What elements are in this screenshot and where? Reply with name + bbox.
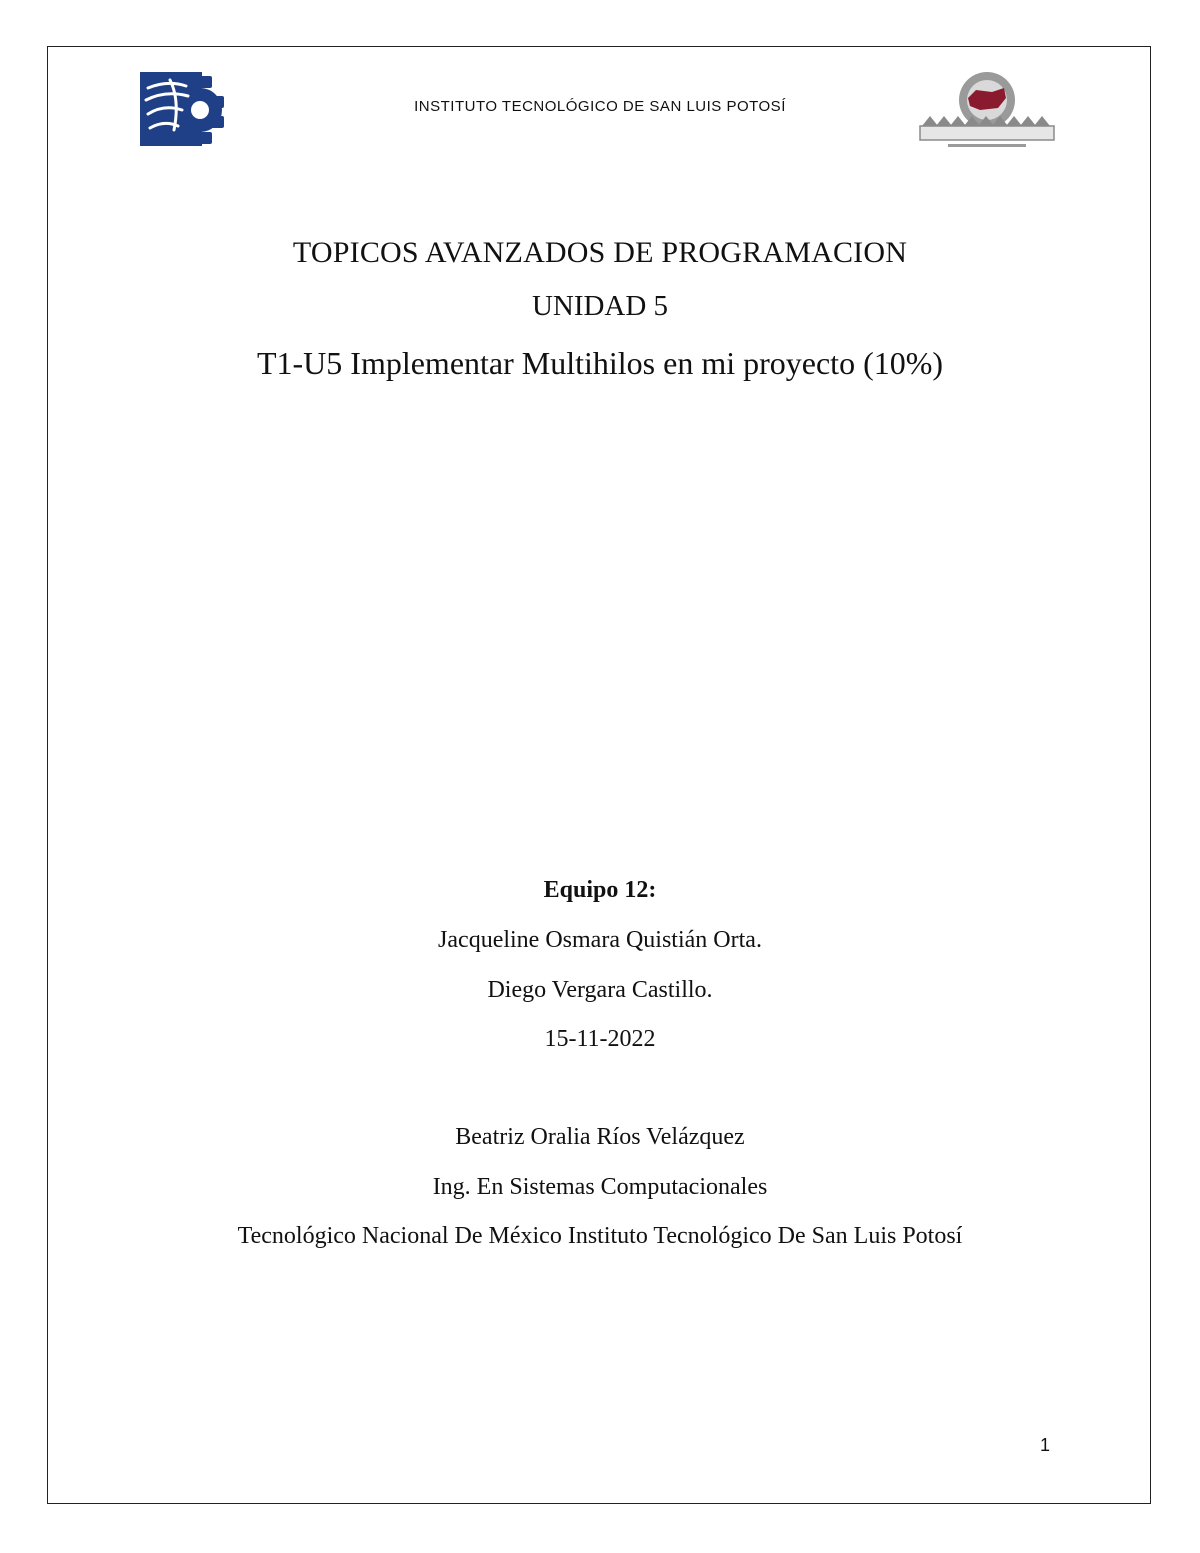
team-member: Jacqueline Osmara Quistián Orta. [438, 927, 762, 953]
team-label: Equipo 12: [543, 877, 657, 903]
career-name: Ing. En Sistemas Computacionales [432, 1174, 768, 1200]
unit-title: UNIDAD 5 [531, 290, 669, 322]
itslp-seal-icon [918, 70, 1056, 152]
assignment-title: T1-U5 Implementar Multihilos en mi proyecto (10%) [256, 345, 944, 381]
course-title: TOPICOS AVANZADOS DE PROGRAMACION [292, 236, 908, 269]
institution-header: INSTITUTO TECNOLÓGICO DE SAN LUIS POTOSÍ [414, 98, 786, 115]
date: 15-11-2022 [544, 1026, 656, 1052]
tecnm-gear-logo-icon [140, 70, 226, 148]
teacher-name: Beatriz Oralia Ríos Velázquez [455, 1124, 745, 1150]
page-number: 1 [1040, 1435, 1051, 1455]
team-member: Diego Vergara Castillo. [487, 977, 713, 1003]
school-name: Tecnológico Nacional De México Instituto Tecnológico De San Luis Potosí [237, 1223, 963, 1249]
